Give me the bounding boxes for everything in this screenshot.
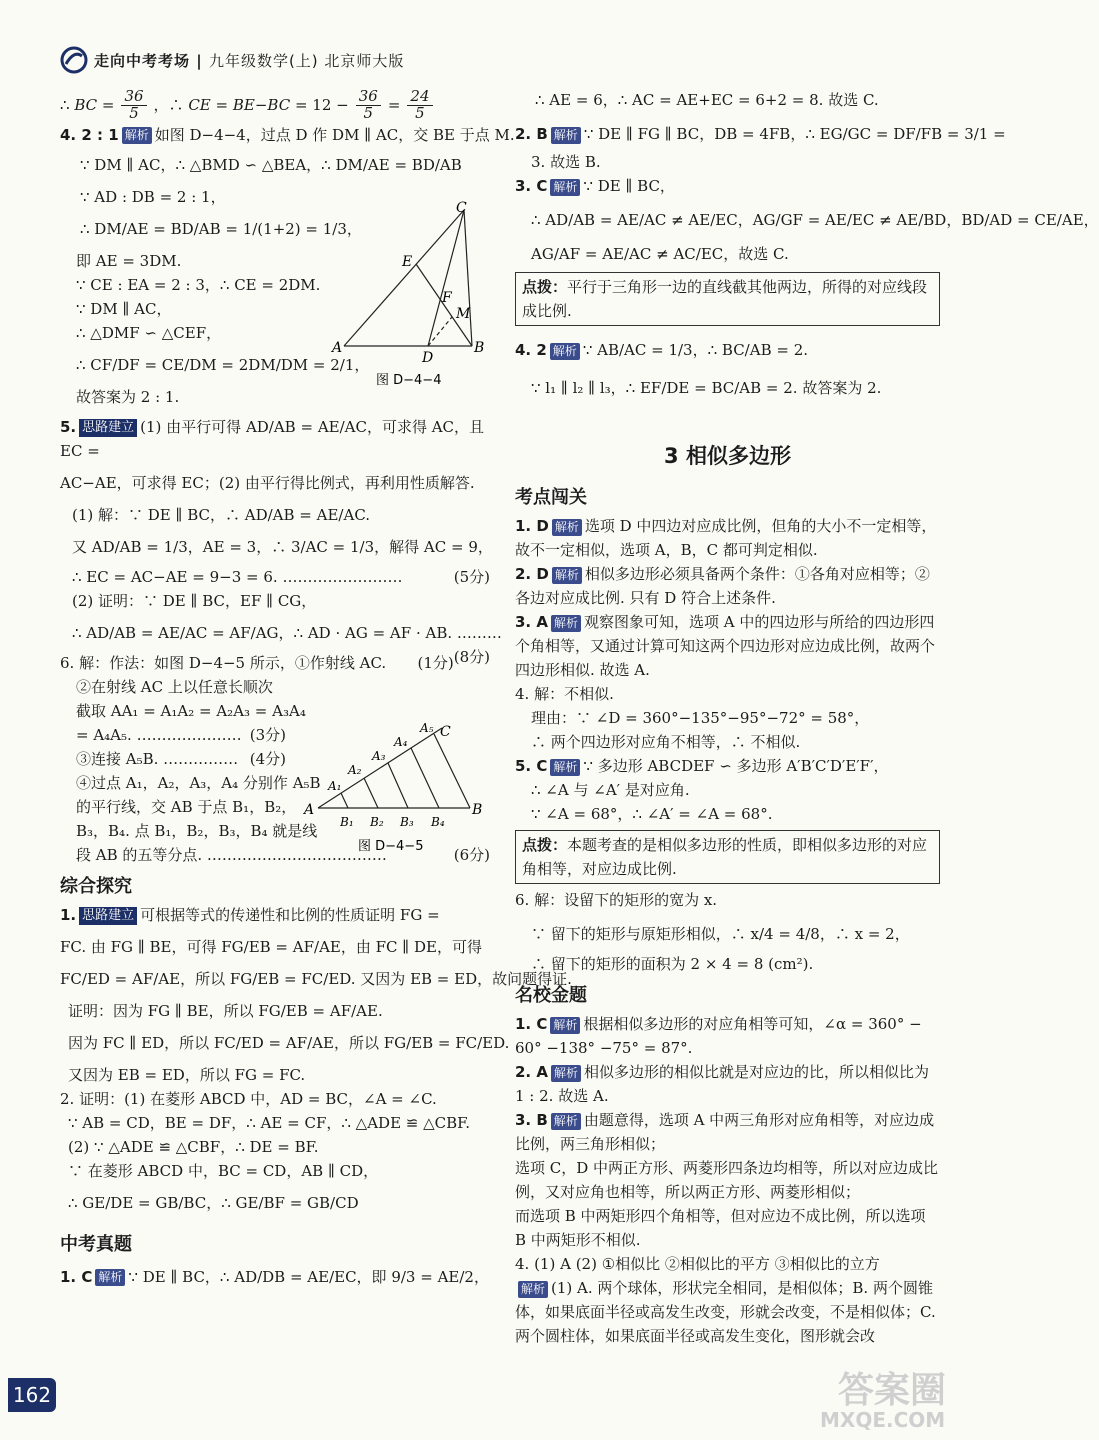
k5-line1: 5. C 解析 ∵ 多边形 ABCDEF ∽ 多边形 A′B′C′D′E′F′， xyxy=(515,757,889,775)
chapter-title: 3 相似多边形 xyxy=(664,444,791,468)
logo-icon xyxy=(60,46,88,74)
q6-points-3: (3分) xyxy=(249,725,286,744)
page-number: 162 xyxy=(8,1378,56,1412)
q4-line7: ∵ DM ∥ AC， xyxy=(76,299,172,318)
q6-line7: 的平行线，交 AB 于点 B₁，B₂， xyxy=(76,797,297,816)
m4-line2: 解析 (1) A. 两个球体，形状完全相同，是相似体；B. 两个圆锥体，如果底面半径或高发生改变，形就会改变，不是相似体；C. 两个圆柱体，如果底面半径或高发生变化，图形就会改 xyxy=(515,1279,936,1345)
k4-line1: 4. 解：不相似. xyxy=(515,685,614,703)
svg-text:F: F xyxy=(442,290,452,306)
svg-text:A₃: A₃ xyxy=(372,749,386,763)
r2-line1: 2. B 解析 ∵ DE ∥ FG ∥ BC，DB = 4FB，∴ EG/GC = DF/FB = 3/1 = xyxy=(515,125,1006,143)
m4-line1: 4. (1) A (2) ①相似比 ②相似比的平方 ③相似比的立方 xyxy=(515,1255,880,1273)
watermark-url: MXQE.COM xyxy=(820,1408,946,1432)
z2-line1: 2. 证明：(1) 在菱形 ABCD 中，AD = BC，∠A = ∠C. xyxy=(60,1089,437,1108)
r3-line3: AG/AF = AE/AC ≠ AC/EC，故选 C. xyxy=(531,245,789,263)
q6-line9: 段 AB 的五等分点. ……………………………… (6分) xyxy=(60,843,490,867)
svg-text:A: A xyxy=(304,802,315,818)
r1-line: ∴ AE = 6，∴ AC = AE+EC = 6+2 = 8. 故选 C. xyxy=(535,91,879,109)
par-1 xyxy=(341,793,348,808)
m3-line3: 而选项 B 中两矩形四个角相等，但对应边不成比例，所以选项 B 中两矩形不相似. xyxy=(515,1207,926,1249)
k4-line2: 理由：∵ ∠D = 360°−135°−95°−72° = 58°， xyxy=(531,709,870,727)
q3-formula: ∴ BC = $\frac{36}{5}$ ，∴ CE = BE−BC = 12 − $\frac{36}{5}$ = $\frac{24}{5}$ xyxy=(60,89,490,122)
tip-box-1: 点拨：平行于三角形一边的直线截其他两边，所得的对应线段成比例. xyxy=(515,272,940,326)
svg-text:E: E xyxy=(402,254,413,270)
par-3 xyxy=(388,763,408,808)
q5-line6: (2) 证明：∵ DE ∥ BC，EF ∥ CG， xyxy=(72,591,317,610)
r3-line1: 3. C 解析 ∵ DE ∥ BC， xyxy=(515,177,675,195)
q6-line8: B₃，B₄. 点 B₁，B₂，B₃，B₄ 就是线 xyxy=(76,821,318,840)
q6-line1: 6. 解：作法：如图 D−4−5 所示，①作射线 AC. (1分) xyxy=(60,651,490,675)
section-mingxiao: 名校金题 xyxy=(515,985,587,1006)
svg-text:A: A xyxy=(332,340,343,356)
z1-line4: 证明：因为 FG ∥ BE，所以 FG/EB = AF/AE. xyxy=(68,1001,383,1020)
q4-line9: ∴ CF/DF = CE/DM = 2DM/DM = 2/1， xyxy=(76,355,370,374)
k6-line1: 6. 解：设留下的矩形的宽为 x. xyxy=(515,891,718,909)
q4-line5: 即 AE = 3DM. xyxy=(76,251,182,270)
q4-line4: ∴ DM/AE = BD/AB = 1/(1+2) = 1/3， xyxy=(80,219,362,238)
q6-line3: 截取 AA₁ = A₁A₂ = A₂A₃ = A₃A₄ xyxy=(76,701,306,720)
right-column xyxy=(515,88,1099,1348)
z2-line2: ∵ AB = CD，BE = DF，∴ AE = CF，∴ △ADE ≌ △CBF. xyxy=(68,1113,471,1132)
svg-text:M: M xyxy=(456,306,471,322)
k2-item: 2. D 解析 相似多边形必须具备两个条件：①各角对应相等；②各边对应成比例. 只有 D 符合上述条件. xyxy=(515,565,930,607)
figure-d-4-5 xyxy=(300,722,490,862)
q4-line3: ∵ AD : DB = 2 : 1， xyxy=(80,187,226,206)
tip-box-2: 点拨：本题考查的是相似多边形的性质，即相似多边形的对应角相等，对应边成比例. xyxy=(515,830,940,884)
q4-line10: 故答案为 2 : 1. xyxy=(76,387,180,406)
q5-line4: 又 AD/AB = 1/3，AE = 3，∴ 3/AC = 1/3，解得 AC = 9， xyxy=(72,537,493,556)
svg-text:D: D xyxy=(422,350,434,366)
z1-line3: FC/ED = AF/AE，所以 FG/EB = FC/ED. 又因为 EB = ED，故问题得证. xyxy=(60,969,572,988)
svg-text:A₂: A₂ xyxy=(348,763,362,777)
svg-text:A₄: A₄ xyxy=(394,735,408,749)
z1-line5: 因为 FC ∥ ED，所以 FC/ED = AF/AE，所以 FG/EB = FC/ED. xyxy=(68,1033,510,1052)
q6-line2: ②在射线 AC 上以任意长顺次 xyxy=(76,677,273,696)
q4-line2: ∵ DM ∥ AC，∴ △BMD ∽ △BEA，∴ DM/AE = BD/AB xyxy=(80,155,462,174)
section-zhongkao: 中考真题 xyxy=(60,1233,132,1255)
k3-item: 3. A 解析 观察图象可知，选项 A 中的四边形与所给的四边形四个角相等，又通过计算可知这两个四边形对应边成比例，故两个四边形相似. 故选 A. xyxy=(515,613,936,679)
m2-item: 2. A 解析 相似多边形的相似比就是对应边的比，所以相似比为 1 : 2. 故选 A. xyxy=(515,1063,929,1105)
figure-d-4-4 xyxy=(330,200,500,390)
q6-points-1: (1分) xyxy=(417,653,454,672)
q6-points-6: (6分) xyxy=(453,845,490,864)
k5-line3: ∵ ∠A = 68°，∴ ∠A′ = ∠A = 68°. xyxy=(531,805,773,823)
q5-line1: 5. 思路建立 (1) 由平行可得 AD/AB = AE/AC，可求得 AC，且 EC = xyxy=(60,417,485,460)
q4-line6: ∵ CE : EA = 2 : 3，∴ CE = 2DM. xyxy=(76,275,321,294)
q6-line6: ④过点 A₁，A₂，A₃，A₄ 分别作 A₅B xyxy=(76,773,321,792)
z2-line3: (2) ∵ △ADE ≌ △CBF，∴ DE = BF. xyxy=(68,1137,319,1156)
seg-a5b xyxy=(434,734,470,808)
svg-text:B₃: B₃ xyxy=(400,815,414,829)
q6-points-4: (4分) xyxy=(249,749,286,768)
header-title: 走向中考考场 | 九年级数学(上) 北京师大版 xyxy=(94,52,405,70)
r4-line1: 4. 2 解析 ∵ AB/AC = 1/3，∴ BC/AB = 2. xyxy=(515,341,809,359)
figure-d-4-5-caption: 图 D−4−5 xyxy=(358,839,424,854)
k6-line2: ∵ 留下的矩形与原矩形相似，∴ x/4 = 4/8，∴ x = 2， xyxy=(531,925,910,943)
par-4 xyxy=(411,748,439,808)
svg-text:B₄: B₄ xyxy=(431,815,445,829)
svg-text:B₂: B₂ xyxy=(370,815,384,829)
q4-line8: ∴ △DMF ∽ △CEF， xyxy=(76,323,222,342)
q5-line5: ∴ EC = AC−AE = 9−3 = 6. …………………… (5分) xyxy=(60,565,490,589)
par-2 xyxy=(364,778,378,808)
r2-line2: 3. 故选 B. xyxy=(531,153,601,171)
svg-text:C: C xyxy=(456,200,467,216)
q5-line3: (1) 解：∵ DE ∥ BC，∴ AD/AB = AE/AC. xyxy=(72,505,371,524)
watermark-logo: 答案圈 xyxy=(838,1370,947,1411)
svg-text:A₅: A₅ xyxy=(420,721,434,735)
svg-text:B₁: B₁ xyxy=(340,815,354,829)
k5-line2: ∴ ∠A 与 ∠A′ 是对应角. xyxy=(531,781,690,799)
k4-line3: ∴ 两个四边形对应角不相等，∴ 不相似. xyxy=(531,733,801,751)
svg-text:A₁: A₁ xyxy=(328,779,342,793)
seg-cb xyxy=(464,210,472,346)
m3-line2: 选项 C，D 中两正方形、两菱形四条边均相等，所以对应边成比例，又对应角也相等，所以两正方形、两菱形相似； xyxy=(515,1159,939,1201)
svg-text:B: B xyxy=(472,802,483,818)
m3-item: 3. B 解析 由题意得，选项 A 中两三角形对应角相等，对应边成比例，两三角形相似； xyxy=(515,1111,935,1153)
c1-line1: 1. C 解析 ∵ DE ∥ BC，∴ AD/DB = AE/EC，即 9/3 = AE/2， xyxy=(60,1267,489,1286)
k6-line3: ∴ 留下的矩形的面积为 2 × 4 = 8 (cm²). xyxy=(531,955,814,973)
q6-line4: = A₄A₅. ………………… (3分) xyxy=(60,723,286,747)
m1-item: 1. C 解析 根据相似多边形的对应角相等可知，∠α = 360° − 60° −138° −75° = 87°. xyxy=(515,1015,922,1057)
page-header xyxy=(60,44,960,78)
section-zonghe: 综合探究 xyxy=(60,875,132,897)
r4-line2: ∵ l₁ ∥ l₂ ∥ l₃，∴ EF/DE = BC/AB = 2. 故答案为 2. xyxy=(531,379,882,397)
z1-line1: 1. 思路建立 可根据等式的传递性和比例的性质证明 FG = xyxy=(60,905,440,924)
section-kaodian: 考点闯关 xyxy=(515,487,587,508)
svg-text:B: B xyxy=(474,340,485,356)
q5-line7: ∴ AD/AB = AE/AC = AF/AG，∴ AD · AG = AF · AB. ……… (8分) xyxy=(72,621,490,645)
q4-line1: 4. 2 : 1 解析 如图 D−4−4，过点 D 作 DM ∥ AC，交 BE 于点 M. xyxy=(60,125,515,144)
z1-line6: 又因为 EB = ED，所以 FG = FC. xyxy=(68,1065,306,1084)
svg-text:C: C xyxy=(440,724,451,740)
q5-points-5: (5分) xyxy=(453,567,490,586)
r3-line2: ∴ AD/AB = AE/AC ≠ AE/EC，AG/GF = AE/EC ≠ AE/BD，BD/AD = CE/AE， xyxy=(531,211,1099,229)
ray-ac xyxy=(318,728,442,808)
z2-line5: ∴ GE/DE = GB/BC，∴ GE/BF = GB/CD xyxy=(68,1193,359,1212)
k1-item: 1. D 解析 选项 D 中四边对应成比例，但角的大小不一定相等，故不一定相似，选项 A，B，C 都可判定相似. xyxy=(515,517,937,559)
z2-line4: ∵ 在菱形 ABCD 中，BC = CD，AB ∥ CD， xyxy=(68,1161,379,1180)
q5-line2: AC−AE，可求得 EC；(2) 由平行得比例式，再利用性质解答. xyxy=(60,473,475,492)
z1-line2: FC. 由 FG ∥ BE，可得 FG/EB = AF/AE，由 FC ∥ DE，可得 xyxy=(60,937,482,956)
figure-d-4-4-caption: 图 D−4−4 xyxy=(376,373,442,388)
q6-line5: ③连接 A₅B. …………… (4分) xyxy=(60,747,286,771)
q5-points-8: (8分) xyxy=(453,647,490,666)
